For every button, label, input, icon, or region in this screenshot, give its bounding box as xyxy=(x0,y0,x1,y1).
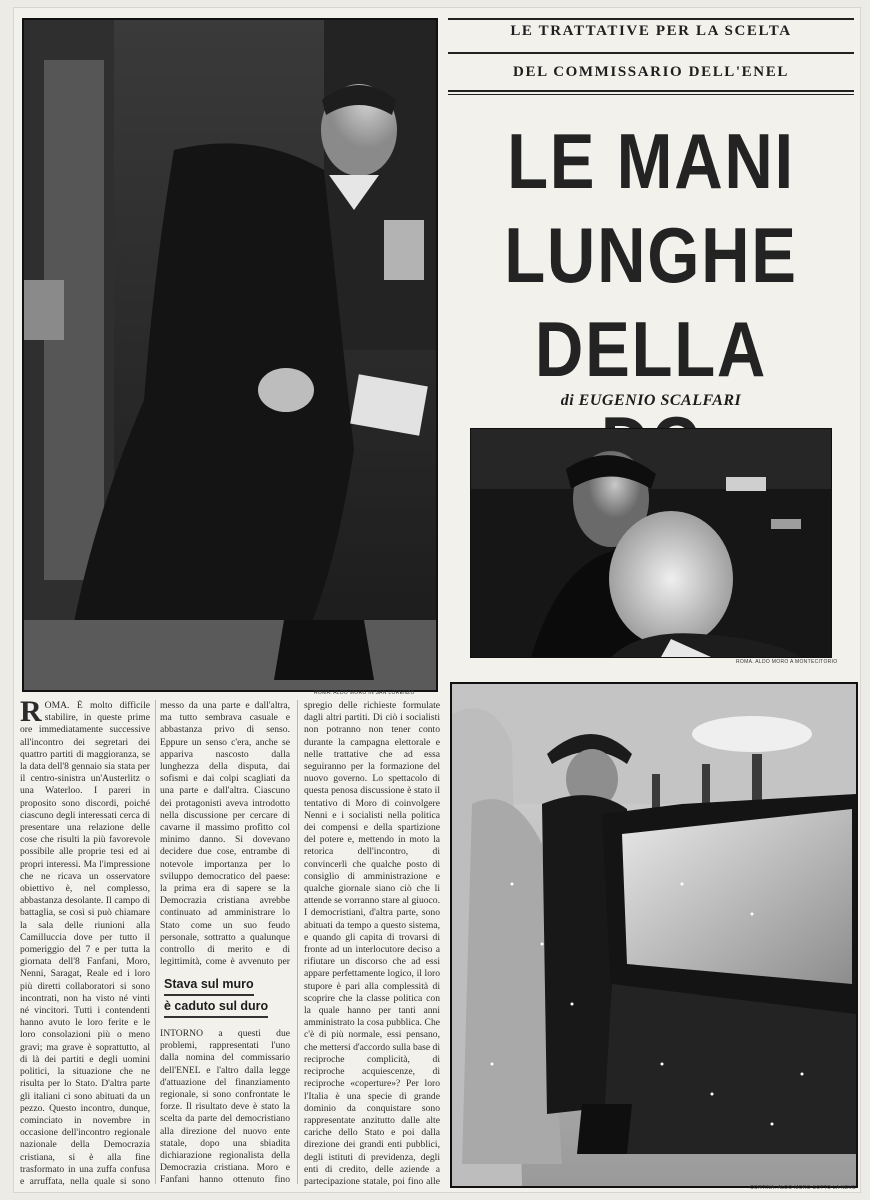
kicker-line-1: LE TRATTATIVE PER LA SCELTA xyxy=(510,23,792,39)
photo-snow-car-image xyxy=(452,684,856,1186)
subheading-line-2: è caduto sul duro xyxy=(164,996,268,1018)
article-column-3 xyxy=(304,700,440,1188)
photo-two-men-image xyxy=(471,429,831,657)
column-divider xyxy=(155,700,156,1184)
caption-left-photo: ROMA. ALDO MORO IN SAN LORENZO xyxy=(314,690,415,696)
caption-right-top-photo: ROMA. ALDO MORO A MONTECITORIO xyxy=(736,659,838,665)
bottom-rule-thin xyxy=(448,94,854,95)
magazine-page xyxy=(14,8,860,1192)
byline: di EUGENIO SCALFARI xyxy=(560,392,742,409)
article-column-2 xyxy=(160,700,290,1188)
caption-right-bottom-photo: CORTINA. ALDO MORO SOTTO LA NEVE xyxy=(750,1185,856,1191)
kicker-line-2: DEL COMMISSARIO DELL'ENEL xyxy=(513,64,789,80)
subheading-line-1: Stava sul muro xyxy=(164,974,254,996)
article-column-1 xyxy=(20,700,150,1188)
photo-moro-montecitorio xyxy=(470,428,832,658)
article-column-3-text: spregio delle richieste formulate dagli altri partiti. Di ciò i socialisti non potranno non tener conto durante la campagna elettorale e nelle trattative che ad essa seguiranno per la formazione del nuovo governo. Lo spettacolo di questa penosa discussione è stato il tentativo di Moro di coinvolgere Nenni e i socialisti nella politica dei compensi e della spartizione del potere e, mettendo in moto la retorica dell'incontro, di convincerli che qualche posto di consiglio di amministrazione e qualche giornale siano ciò che li attende se vorranno stare al giuoco. I democristiani, d'altra parte, sono abituati da tempo a questo sistema, e quando gli capita di trovarsi di fronte ad un interlocutore deciso a rifiutare un discorso che ad essi appare perfettamente logico, il loro stupore è pari alla complessità di scoprire che la classe politica con la quale hanno per tanti anni amministrato la cosa pubblica. Che c'è di più normale, essi pensano, che mettersi d'accordo sulla base di reciproche complicità, di reciproche acquiescenze, di reciproche «coperture»? Per loro l'Italia è una specie di grande dominio da conquistare sono rappresentate anzitutto dalle alte cariche dello Stato e poi dalla direzione dei grandi enti pubblici, degli istituti di previdenza, degli enti di credito, delle aziende a partecipazione statale, poi fino alle xyxy=(304,700,440,1187)
headline-line-2: LUNGHE xyxy=(504,211,798,299)
top-rule xyxy=(448,18,854,20)
photo-moro-cortina-snow xyxy=(450,682,858,1188)
photo-moro-kneeling-image xyxy=(24,20,436,690)
article-column-1-text: OMA. È molto difficile stabilire, in queste prime ore immediatamente successive all'incontro dei segretari dei quattro partiti di maggioranza, se la data dell'8 gennaio sia stata per il centro-sinistra un'Austerlitz o una Waterloo. I pareri in proposito sono discordi, poiché ciascuno degli interessati cerca di presentare una relazione delle cose che risulti la più favorevole possibile alle proprie tesi ed ai propri interessi. Ma l'impressione che ne ricava un osservatore obiettivo è, nel complesso, abbastanza desolante. Il campo di battaglia, se così si può chiamare la sala delle riunioni alla Camilluccia dove per tutto il pomeriggio del 7 e per tutta la giornata dell'8 Fanfani, Moro, Nenni, Saragat, Reale ed i loro più diretti collaboratori si sono incontrati, non ha visto né vinti né vincitori. Tutti i contendenti hanno avuto le loro ferite e le loro consolazioni più o meno gravi; ma grave è soprattutto, al di là dei partiti e degli uomini politici, la situazione che ne risulta per lo Stato. D'altra parte gli italiani ci sono abituati da un pezzo. Questo incontro, dunque, cominciato in novembre in occasione dell'incontro regionale nazionale della Democrazia cristiana, si è alla fine trasformato in una zuffa confusa e arruffata, nella quale si sono xyxy=(20,700,150,1187)
headline-line-3: DELLA xyxy=(534,305,768,393)
middle-rule xyxy=(448,52,854,54)
article-column-2-text: messo da una parte e dall'altra, ma tutto sembrava casuale e abbastanza privo di senso. Eppure un senso c'era, anche se appariva nascosto dalla lunghezza della disputa, dai sofismi e dai colpi scagliati da una parte e dall'altra. Ciascuno dei protagonisti aveva introdotto nella discussione per cercare di cavarne il massimo profitto col minimo danno. Si dovevano decidere due cose, entrambe di notevole importanza per lo sviluppo democratico del paese: la prima era di sapere se la Democrazia cristiana avrebbe continuato ad amministrare lo Stato come un suo feudo personale, sottratto a qualunque controllo di merito e di legittimità, come è avvenuto per xyxy=(160,700,290,968)
photo-moro-san-lorenzo xyxy=(22,18,438,692)
column-divider xyxy=(297,700,298,1184)
dropcap: R xyxy=(20,700,42,728)
article-column-2-continued: INTORNO a questi due problemi, rappresentati l'uno dalla nomina del commissario dell'ENEL e l'altro dalla legge d'attuazione del finanziamento regionale, si sono confrontate le forze. Il risultato deve è stato la scelta da parte del democristiano alla direzione del nuovo ente statale, dopo una sbiadita dichiarazione regionalista della Democrazia cristiana. Moro e Fanfani hanno ottenuto fino xyxy=(160,1028,290,1186)
subheading xyxy=(164,974,290,1018)
headline-line-1: LE MANI xyxy=(507,117,795,205)
bottom-rule xyxy=(448,90,854,92)
